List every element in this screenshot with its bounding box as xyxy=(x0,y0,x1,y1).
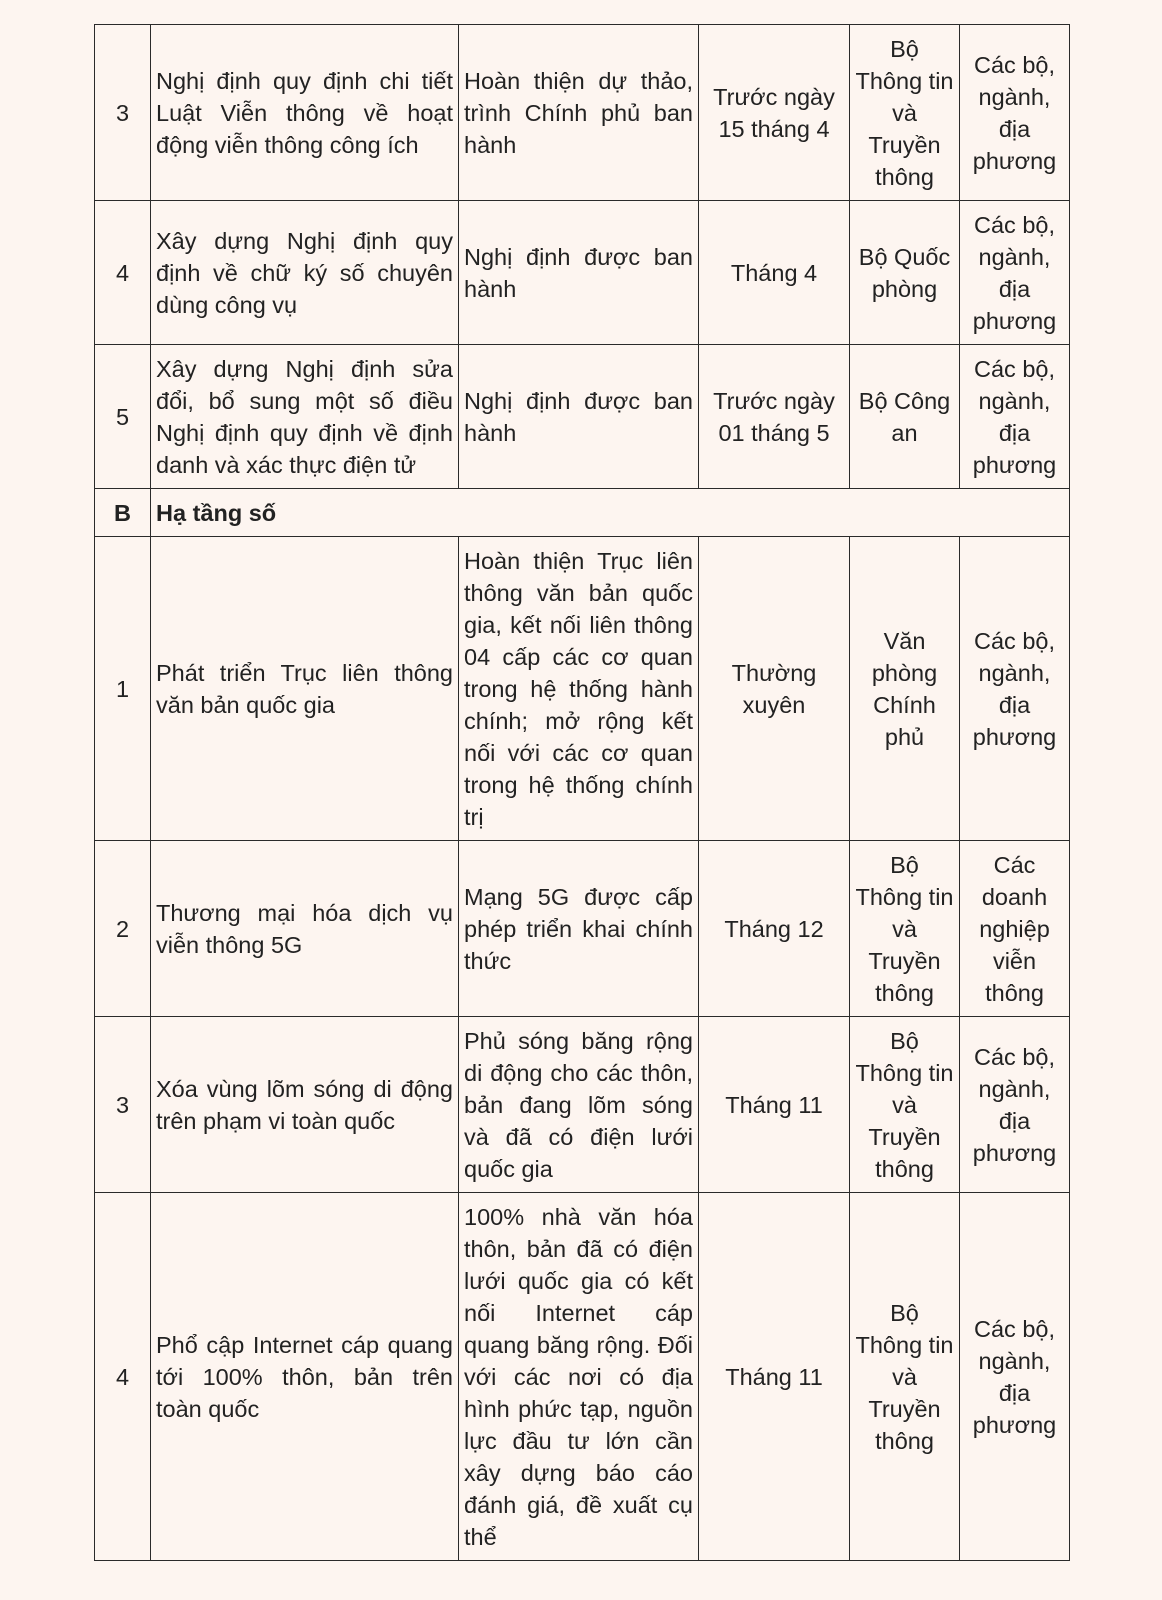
row-number: 1 xyxy=(95,537,151,841)
row-number: 3 xyxy=(95,25,151,201)
lead-agency-cell: Bộ Thông tin và Truyền thông xyxy=(850,1017,960,1193)
task-cell: Phát triển Trục liên thông văn bản quốc gia xyxy=(151,537,459,841)
result-cell: Nghị định được ban hành xyxy=(459,201,699,345)
result-cell: Phủ sóng băng rộng di động cho các thôn, bản đang lõm sóng và đã có điện lưới quốc gia xyxy=(459,1017,699,1193)
result-cell: Hoàn thiện dự thảo, trình Chính phủ ban hành xyxy=(459,25,699,201)
section-title: Hạ tầng số xyxy=(151,489,1070,537)
deadline-cell: Tháng 11 xyxy=(699,1017,850,1193)
lead-agency-cell: Bộ Thông tin và Truyền thông xyxy=(850,841,960,1017)
task-cell: Xây dựng Nghị định quy định về chữ ký số chuyên dùng công vụ xyxy=(151,201,459,345)
lead-agency-cell: Bộ Công an xyxy=(850,345,960,489)
deadline-cell: Trước ngày 01 tháng 5 xyxy=(699,345,850,489)
row-number: 4 xyxy=(95,1193,151,1561)
coordinating-agency-cell: Các bộ, ngành, địa phương xyxy=(960,201,1070,345)
deadline-cell: Tháng 11 xyxy=(699,1193,850,1561)
lead-agency-cell: Văn phòng Chính phủ xyxy=(850,537,960,841)
lead-agency-cell: Bộ Quốc phòng xyxy=(850,201,960,345)
table-row xyxy=(95,1193,1070,1561)
task-cell: Xây dựng Nghị định sửa đổi, bổ sung một số điều Nghị định quy định về định danh và xác thực điện tử xyxy=(151,345,459,489)
table-row xyxy=(95,537,1070,841)
coordinating-agency-cell: Các doanh nghiệp viễn thông xyxy=(960,841,1070,1017)
table-row xyxy=(95,25,1070,201)
task-cell: Nghị định quy định chi tiết Luật Viễn thông về hoạt động viễn thông công ích xyxy=(151,25,459,201)
coordinating-agency-cell: Các bộ, ngành, địa phương xyxy=(960,537,1070,841)
lead-agency-cell: Bộ Thông tin và Truyền thông xyxy=(850,1193,960,1561)
result-cell: Nghị định được ban hành xyxy=(459,345,699,489)
coordinating-agency-cell: Các bộ, ngành, địa phương xyxy=(960,1193,1070,1561)
task-cell: Xóa vùng lõm sóng di động trên phạm vi toàn quốc xyxy=(151,1017,459,1193)
lead-agency-cell: Bộ Thông tin và Truyền thông xyxy=(850,25,960,201)
coordinating-agency-cell: Các bộ, ngành, địa phương xyxy=(960,345,1070,489)
task-table xyxy=(94,24,1070,1561)
deadline-cell: Trước ngày 15 tháng 4 xyxy=(699,25,850,201)
section-code: B xyxy=(95,489,151,537)
table-row xyxy=(95,345,1070,489)
row-number: 4 xyxy=(95,201,151,345)
table-row xyxy=(95,841,1070,1017)
table-row xyxy=(95,1017,1070,1193)
result-cell: 100% nhà văn hóa thôn, bản đã có điện lưới quốc gia có kết nối Internet cáp quang băng rộng. Đối với các nơi có địa hình phức tạp, nguồn lực đầu tư lớn cần xây dựng báo cáo đánh giá, đề xuất cụ thể xyxy=(459,1193,699,1561)
task-cell: Phổ cập Internet cáp quang tới 100% thôn, bản trên toàn quốc xyxy=(151,1193,459,1561)
task-cell: Thương mại hóa dịch vụ viễn thông 5G xyxy=(151,841,459,1017)
deadline-cell: Thường xuyên xyxy=(699,537,850,841)
row-number: 2 xyxy=(95,841,151,1017)
row-number: 5 xyxy=(95,345,151,489)
table-row xyxy=(95,201,1070,345)
coordinating-agency-cell: Các bộ, ngành, địa phương xyxy=(960,1017,1070,1193)
result-cell: Mạng 5G được cấp phép triển khai chính thức xyxy=(459,841,699,1017)
row-number: 3 xyxy=(95,1017,151,1193)
coordinating-agency-cell: Các bộ, ngành, địa phương xyxy=(960,25,1070,201)
deadline-cell: Tháng 12 xyxy=(699,841,850,1017)
result-cell: Hoàn thiện Trục liên thông văn bản quốc gia, kết nối liên thông 04 cấp các cơ quan trong hệ thống hành chính; mở rộng kết nối với các cơ quan trong hệ thống chính trị xyxy=(459,537,699,841)
deadline-cell: Tháng 4 xyxy=(699,201,850,345)
section-header-row xyxy=(95,489,1070,537)
